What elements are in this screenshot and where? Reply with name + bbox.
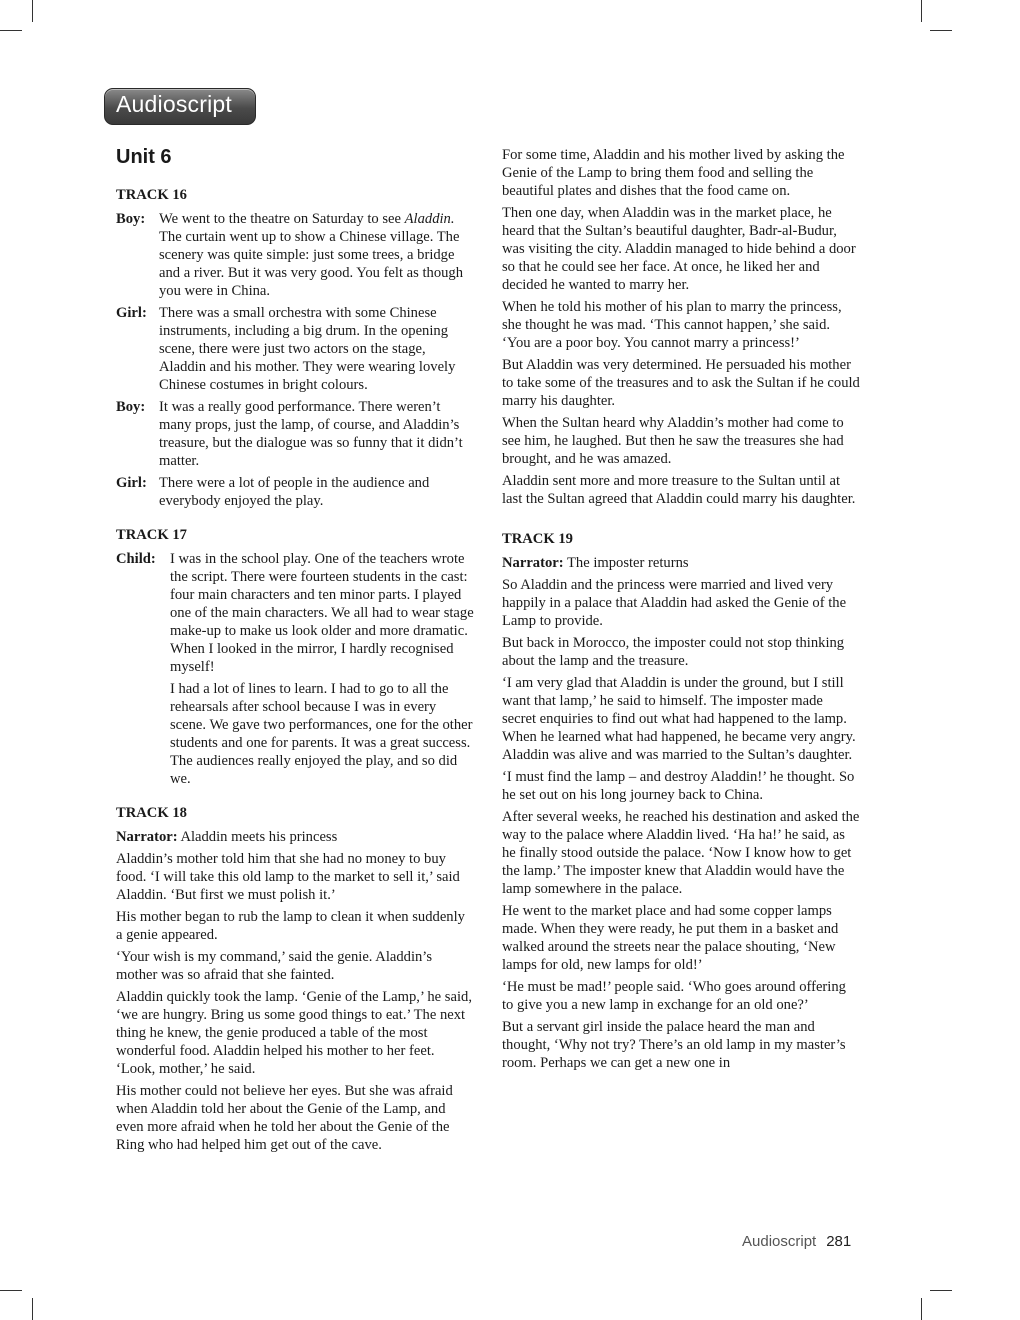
story-paragraph: ‘I must find the lamp – and destroy Aladdin!’ he thought. So he set out on his long journey back to China. [502,769,855,803]
footer-label: Audioscript [742,1233,817,1250]
story-paragraph: After several weeks, he reached his destination and asked the way to the palace where Aladdin lived. ‘Ha ha!’ he said, as he finally stood outside the palace. ‘Now I know how to get the lamp.’ The imposter knew that Aladdin would have the lamp somewhere in the palace. [502,809,860,897]
speech-text: It was a really good performance. There weren’t many props, just the lamp, of course, and Aladdin’s treasure, but the dialogue was so funny that it didn’t matter. [159,399,463,469]
dialogue-line [116,550,474,788]
left-column [116,146,474,1158]
narrator-line [116,828,474,846]
story-paragraph: Then one day, when Aladdin was in the market place, he heard that the Sultan’s beautiful daughter, Badr-al-Budur, was visiting the city. Aladdin managed to hide behind a door so that he could see her face. At once, he liked her and decided he wanted to marry her. [502,205,856,293]
track-19-title: TRACK 19 [502,531,573,547]
speech-text: There were a lot of people in the audience and everybody enjoyed the play. [159,475,430,509]
right-column [502,146,860,1076]
story-paragraph: His mother began to rub the lamp to clean it when suddenly a genie appeared. [116,909,465,943]
story-paragraph: So Aladdin and the princess were married and lived very happily in a palace that Aladdin had asked the Genie of the Lamp to provide. [502,577,847,629]
speech-text [170,550,474,788]
story-paragraph: ‘Your wish is my command,’ said the genie. Aladdin’s mother was so afraid that she fainted. [116,949,433,983]
speech-paragraph: I was in the school play. One of the teachers wrote the script. There were fourteen students in the cast: four main characters and ten minor parts. I played one of the main characters. We all had to wear stage make-up to make us look older and more dramatic. When I looked in the mirror, I hardly recognised myself! [170,551,474,675]
story-paragraph: But Aladdin was very determined. He persuaded his mother to take some of the treasures and to ask the Sultan if he could marry his daughter. [502,357,860,409]
speech-text-part: The curtain went up to show a Chinese village. The scenery was quite simple: just some trees, a bridge and a river. But it was very good. You felt as though you were in China. [159,229,464,299]
unit-heading: Unit 6 [116,146,172,168]
banner-title: Audioscript [116,91,232,117]
story-paragraph: For some time, Aladdin and his mother lived by asking the Genie of the Lamp to bring them food and selling the beautiful plates and dishes that the food came on. [502,147,845,199]
speech-text: There was a small orchestra with some Chinese instruments, including a big drum. In the opening scene, there were just two actors on the stage, Aladdin and his mother. They were wearing lovely Chinese costumes in bright colours. [159,305,456,393]
speech-text-part: We went to the theatre on Saturday to see [159,211,405,227]
page-number: 281 [826,1233,852,1250]
crop-mark [921,1298,922,1320]
story-paragraph: Aladdin quickly took the lamp. ‘Genie of the Lamp,’ he said, ‘we are hungry. Bring us some good things to eat.’ The next thing he knew, the genie produced a table of the most wonderful food. Aladdin helped his mother to her feet. ‘Look, mother,’ he said. [116,989,472,1077]
crop-mark [32,0,33,22]
story-paragraph: But back in Morocco, the imposter could not stop thinking about the lamp and the treasure. [502,635,845,669]
story-paragraph: But a servant girl inside the palace heard the man and thought, ‘Why not try? There’s an old lamp in my master’s room. Perhaps we can get a new one in [502,1019,846,1071]
speaker-label: Girl: [116,305,147,321]
story-paragraph: ‘He must be mad!’ people said. ‘Who goes around offering to give you a new lamp in exchange for an old one?’ [502,979,846,1013]
narrator-label: Narrator: [116,829,178,845]
speaker-label: Boy: [116,211,146,227]
crop-mark [930,1290,952,1291]
narrator-label: Narrator: [502,555,564,571]
track-16-title: TRACK 16 [116,187,187,203]
speech-paragraph: I had a lot of lines to learn. I had to go to all the rehearsals after school because I was in every scene. We gave two performances, one for the other students and one for parents. It was a great success. The audiences really enjoyed the play, and so did we. [170,681,473,787]
story-paragraph: Aladdin sent more and more treasure to the Sultan until at last the Sultan agreed that Aladdin could marry his daughter. [502,473,856,507]
crop-mark [921,0,922,22]
crop-mark [32,1298,33,1320]
dialogue-line [116,210,474,300]
play-title: Aladdin. [404,211,455,227]
story-paragraph: Aladdin’s mother told him that she had no money to buy food. ‘I will take this old lamp to the market to sell it,’ said Aladdin. ‘But first we must polish it.’ [116,851,460,903]
story-paragraph: His mother could not believe her eyes. But she was afraid when Aladdin told her about the Genie of the Lamp, and even more afraid when he told her about the Genie of the Ring who had helped him get out of the cave. [116,1083,453,1153]
section-banner [104,88,256,125]
crop-mark [0,30,22,31]
story-paragraph: ‘I am very glad that Aladdin is under the ground, but I still want that lamp,’ he said to himself. The imposter made secret enquiries to find out what had happened to the lamp. When he learned what had happened, he became very angry. Aladdin was alive and was married to the Sultan’s daughter. [502,675,856,763]
speaker-label: Girl: [116,475,147,491]
speaker-label: Boy: [116,399,146,415]
speech-text [159,210,474,300]
story-paragraph: He went to the market place and had some copper lamps made. When they were ready, he put them in a basket and walked around the streets near the palace shouting, ‘New lamps for old, new lamps for old!’ [502,903,839,973]
crop-mark [930,30,952,31]
track-17-title: TRACK 17 [116,527,187,543]
dialogue-line [116,398,474,470]
story-title: Aladdin meets his princess [180,829,338,845]
story-paragraph: When the Sultan heard why Aladdin’s mother had come to see him, he laughed. But then he saw the treasures she had brought, and he was amazed. [502,415,844,467]
speaker-label: Child: [116,551,156,567]
story-paragraph: When he told his mother of his plan to marry the princess, she thought he was mad. ‘This cannot happen,’ she said. ‘You are a poor boy. You cannot marry a princess!’ [502,299,842,351]
dialogue-line [116,474,474,510]
story-title: The imposter returns [566,555,689,571]
crop-mark [0,1290,22,1291]
page-footer [742,1233,851,1250]
dialogue-line [116,304,474,394]
narrator-line [502,554,860,572]
track-18-title: TRACK 18 [116,805,187,821]
